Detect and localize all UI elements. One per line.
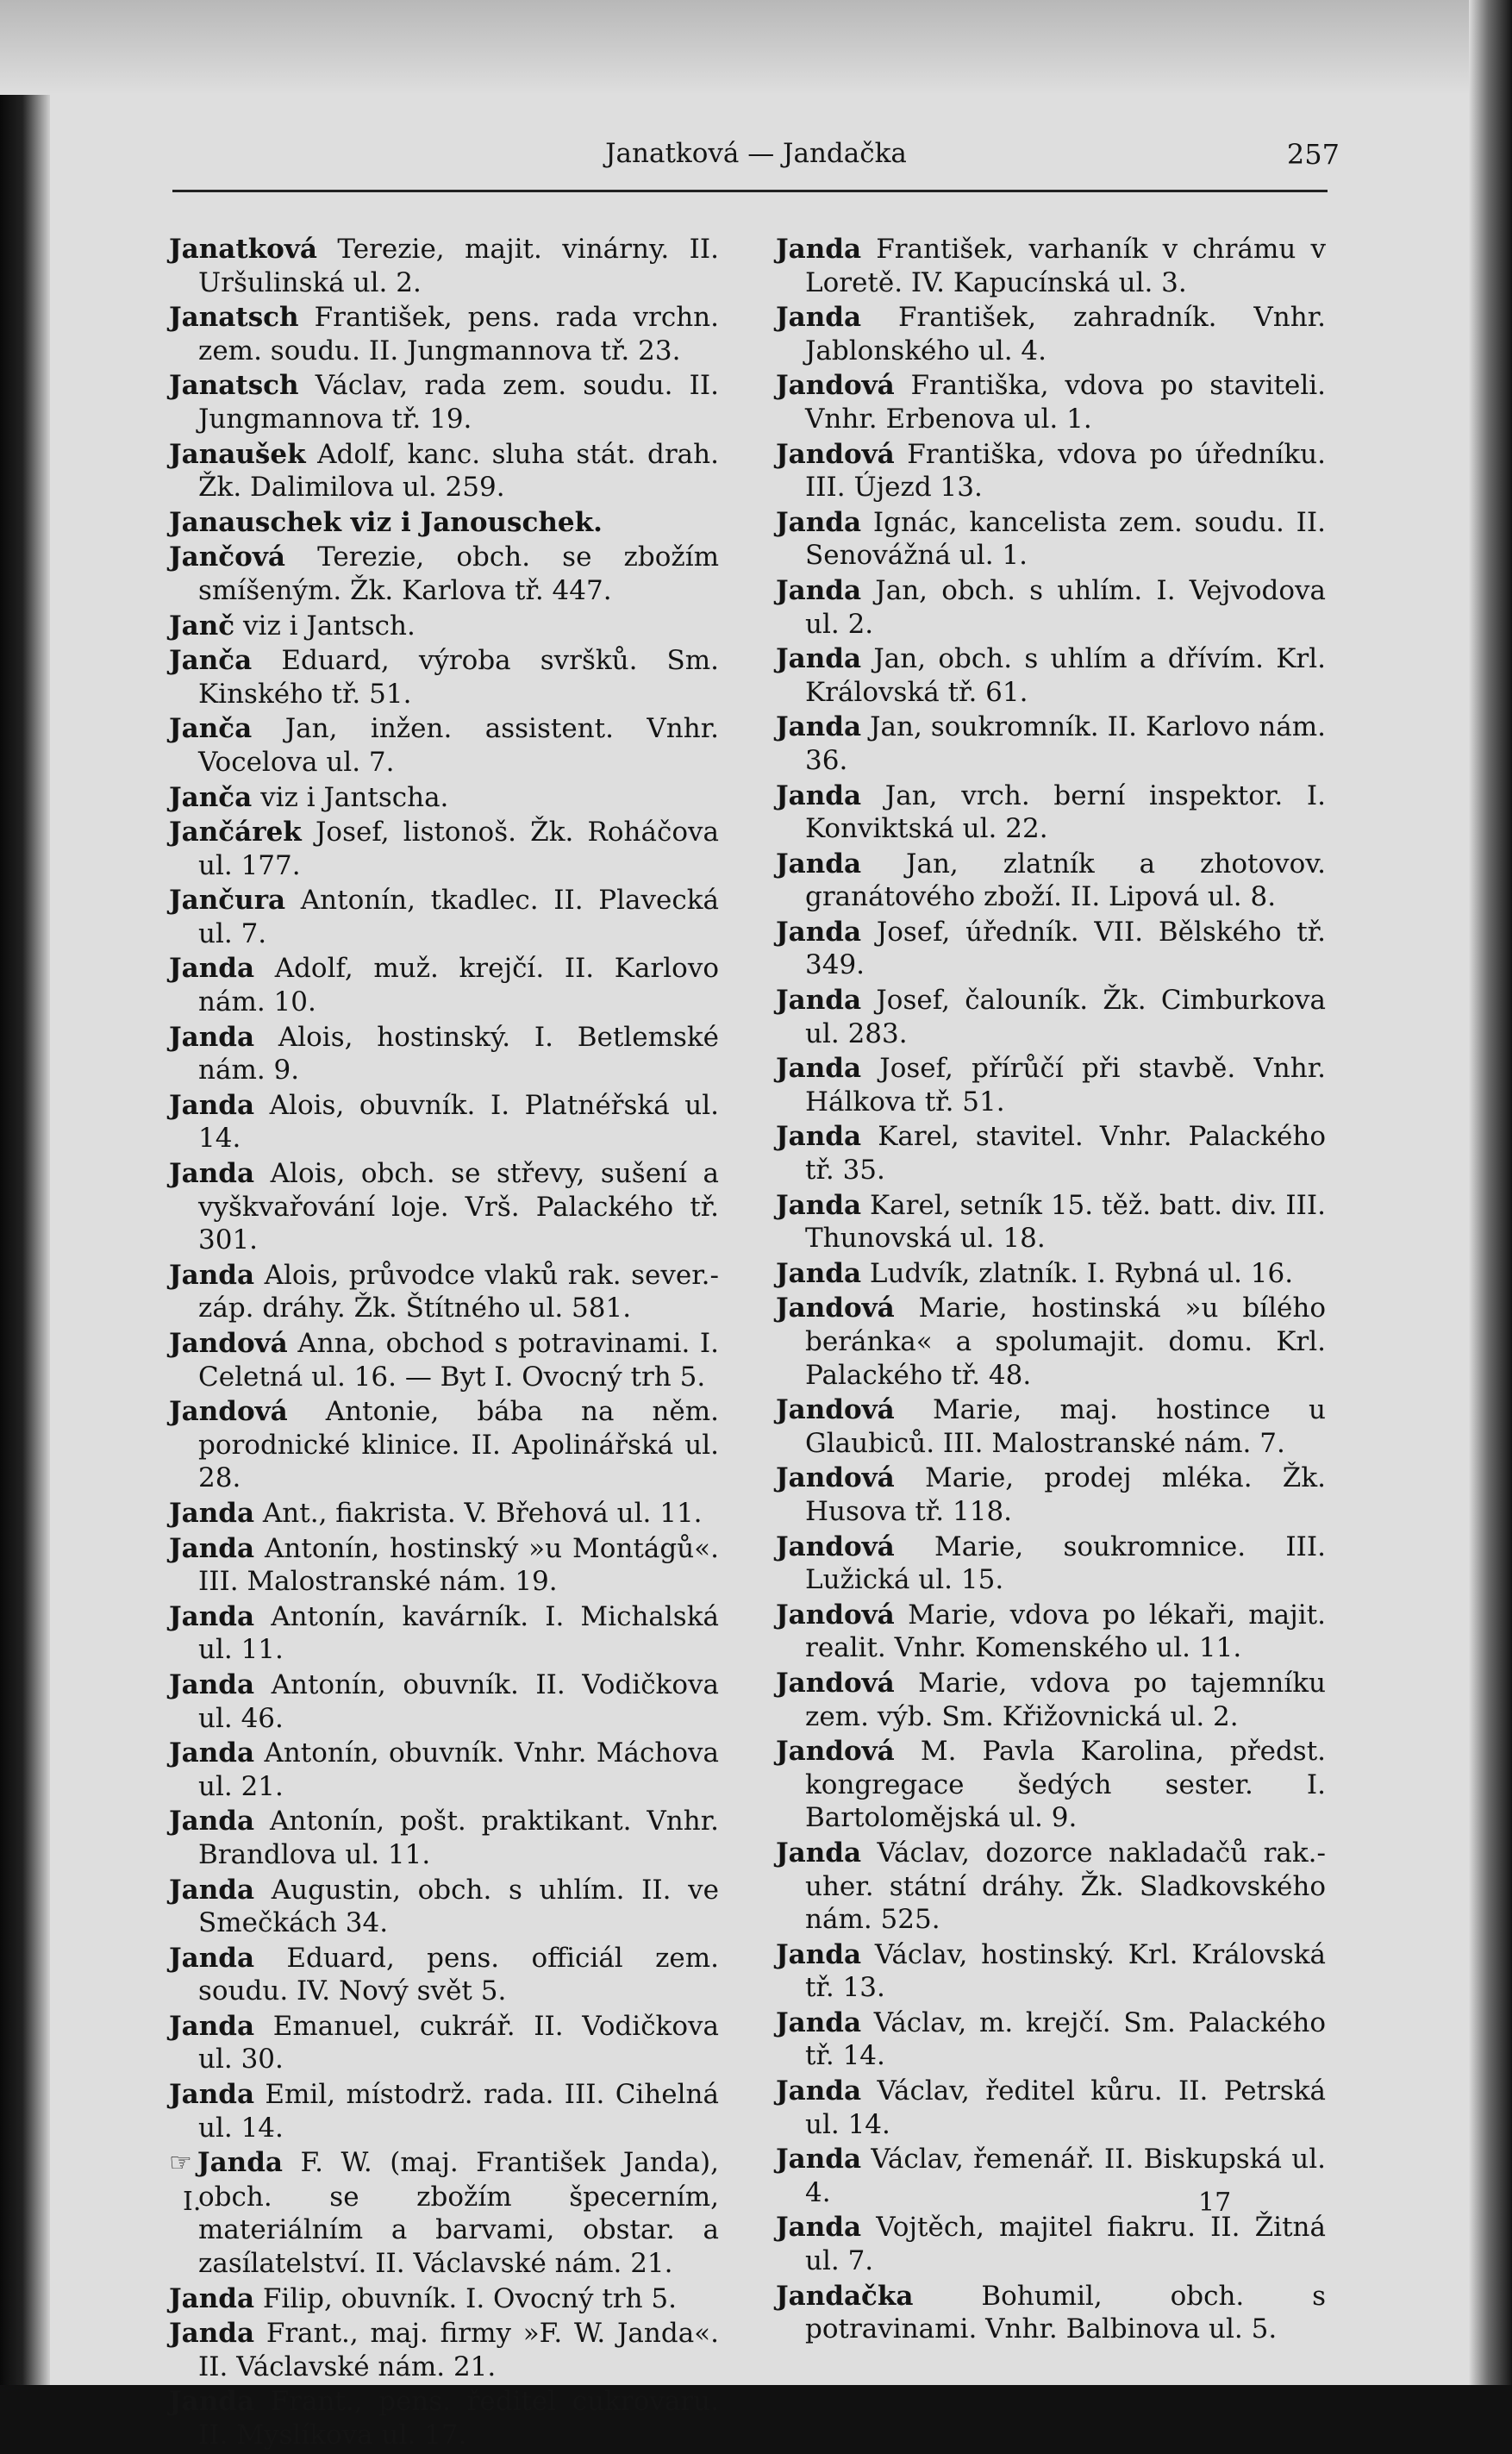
directory-entry — [169, 301, 719, 367]
entry-details: viz i Jantsch. — [243, 610, 415, 642]
entry-name: Janda — [776, 2212, 862, 2244]
entry-name: Janda — [169, 2282, 255, 2314]
entry-name: Janda — [776, 1837, 862, 1869]
entry-name: Janda — [169, 953, 255, 985]
entry-details: Ant., fiakrista. V. Břehová ul. 11. — [262, 1497, 703, 1529]
entry-name: Janda — [169, 1874, 255, 1906]
entry-name: Janda — [776, 2144, 862, 2175]
entry-name: Jandová — [776, 1736, 895, 1768]
directory-entry — [776, 1531, 1326, 1597]
entry-name: Jančárek — [169, 817, 302, 848]
entry-name: Janda — [776, 643, 862, 675]
entry-name: Janča — [169, 781, 253, 813]
entry-name: Jandová — [776, 1462, 895, 1494]
entry-details: Josef, přírůčí při stavbě. Vnhr. Hálkova tř. 51. — [805, 1053, 1326, 1117]
entry-details: Jan, inžen. assistent. Vnhr. Vocelova ul. 7. — [198, 713, 719, 778]
entry-details: Antonín, tkadlec. II. Plavecká ul. 7. — [198, 885, 719, 949]
entry-details: Antonín, obuvník. II. Vodičkova ul. 46. — [198, 1668, 720, 1734]
directory-entry — [776, 2211, 1326, 2277]
entry-name: Janda — [776, 302, 862, 334]
entry-details: Alois, obch. se střevy, sušení a vyškvařování loje. Vrš. Palackého tř. 301. — [198, 1158, 719, 1256]
entry-details: Adolf, muž. krejčí. II. Karlovo nám. 10. — [198, 953, 719, 1018]
directory-entry — [169, 644, 719, 711]
directory-entry — [169, 2010, 719, 2076]
entry-details: Terezie, majit. vinárny. II. Uršulinská ul. 2. — [198, 234, 719, 298]
entry-name: Jandová — [169, 1396, 288, 1428]
directory-entry — [776, 848, 1326, 914]
entry-name: Janda — [169, 1532, 255, 1564]
entry-name: Janda — [776, 779, 862, 811]
entry-details: Josef, listonoš. Žk. Roháčova ul. 177. — [198, 817, 719, 881]
directory-entry — [776, 2006, 1326, 2073]
entry-details: Marie, soukromnice. III. Lužická ul. 15. — [805, 1531, 1326, 1596]
entry-details: Václav, řemenář. II. Biskupská ul. 4. — [805, 2144, 1326, 2208]
directory-entry — [169, 2385, 719, 2451]
entry-name: Jančová — [169, 542, 285, 573]
entry-details: Marie, prodej mléka. Žk. Husova tř. 118. — [805, 1462, 1326, 1527]
entry-details: Jan, soukromník. II. Karlovo nám. 36. — [805, 711, 1326, 776]
entry-name: Jandová — [776, 370, 895, 402]
entry-details: Marie, vdova po lékaři, majit. realit. Vnhr. Komenského ul. 11. — [805, 1599, 1326, 1664]
entry-name: Janda — [776, 1121, 862, 1153]
entry-details: Jan, obch. s uhlím a dřívím. Krl. Královská tř. 61. — [805, 643, 1326, 708]
entry-name: Janda — [776, 2075, 862, 2107]
entry-details: Frant., pens. ředitel cukrovaru. II. Myslíkova ul. 17. — [198, 2386, 720, 2451]
directory-entry — [169, 1497, 719, 1531]
entry-details: Frant., maj. firmy »F. W. Janda«. II. Václavské nám. 21. — [198, 2318, 720, 2382]
entry-details: Alois, hostinský. I. Betlemské nám. 9. — [198, 1021, 719, 1086]
entry-details: Antonín, pošt. praktikant. Vnhr. Brandlova ul. 11. — [198, 1806, 719, 1870]
directory-entry — [169, 952, 719, 1018]
entry-name: Janda — [169, 1600, 255, 1632]
entry-name: Jandová — [776, 1293, 895, 1324]
directory-entry — [169, 781, 719, 815]
directory-entry — [169, 1737, 719, 1803]
entry-details: Bohumil, obch. s potravinami. Vnhr. Balbinova ul. 5. — [805, 2280, 1326, 2345]
entry-details: Václav, m. krejčí. Sm. Palackého tř. 14. — [805, 2006, 1326, 2072]
entry-name: Janda — [776, 234, 862, 265]
directory-entry — [169, 1668, 719, 1735]
entry-name: Janda — [169, 1158, 255, 1190]
entry-details: Alois, obuvník. I. Platnéřská ul. 14. — [198, 1089, 719, 1155]
entry-details: Alois, průvodce vlaků rak. sever.-záp. dráhy. Žk. Štítného ul. 581. — [198, 1259, 719, 1324]
signature-mark: I. — [183, 2187, 202, 2217]
directory-entry — [776, 369, 1326, 435]
entry-details: Ludvík, zlatník. I. Rybná ul. 16. — [869, 1257, 1294, 1289]
entry-name: Jandová — [169, 1328, 288, 1359]
entry-details: Filip, obuvník. I. Ovocný trh 5. — [262, 2282, 677, 2314]
entry-name: Janda — [169, 1668, 255, 1700]
entry-name: Jandová — [776, 1531, 895, 1562]
entry-name: Janda — [169, 1806, 255, 1837]
entry-name: Janda — [776, 2006, 862, 2038]
entry-details: Karel, stavitel. Vnhr. Palackého tř. 35. — [805, 1121, 1326, 1186]
directory-entry — [776, 2280, 1326, 2346]
directory-entry — [776, 1052, 1326, 1118]
right-column — [776, 233, 1326, 2348]
left-column — [169, 233, 719, 2454]
directory-entry — [776, 2075, 1326, 2141]
running-head: Janatková — Jandačka — [605, 138, 907, 169]
directory-entry — [169, 2146, 719, 2280]
entry-details: Karel, setník 15. těž. batt. div. III. Thunovská ul. 18. — [805, 1189, 1326, 1255]
entry-name: Janauschek viz i Janouschek. — [169, 506, 603, 538]
entry-name: Jančura — [169, 885, 286, 917]
entry-name: Janda — [169, 2386, 255, 2418]
entry-name: Janč — [169, 610, 235, 642]
entry-details: Eduard, výroba svršků. Sm. Kinského tř. 51. — [198, 645, 720, 710]
directory-entry — [169, 438, 719, 504]
entry-name: Janatsch — [169, 370, 299, 402]
directory-entry — [169, 506, 719, 540]
directory-entry — [169, 2282, 719, 2316]
entry-details: Josef, čalouník. Žk. Cimburkova ul. 283. — [805, 985, 1326, 1049]
entry-details: Vojtěch, majitel fiakru. II. Žitná ul. 7. — [805, 2212, 1327, 2277]
page-number: 257 — [1286, 138, 1340, 171]
directory-entry — [169, 1327, 719, 1393]
entry-details: Františka, vdova po úředníku. III. Újezd 13. — [805, 438, 1326, 504]
entry-details: Václav, dozorce nakladačů rak.-uher. státní dráhy. Žk. Sladkovského nám. 525. — [805, 1837, 1326, 1936]
entry-details: Jan, obch. s uhlím. I. Vejvodova ul. 2. — [805, 574, 1326, 640]
entry-details: Jan, zlatník a zhotovov. granátového zboží. II. Lipová ul. 8. — [805, 848, 1326, 913]
entry-details: Václav, rada zem. soudu. II. Jungmannova tř. 19. — [198, 370, 719, 435]
entry-name: Jandová — [776, 438, 895, 470]
entry-details: Antonín, hostinský »u Montágů«. III. Malostranské nám. 19. — [198, 1532, 719, 1598]
directory-entry — [169, 1874, 719, 1940]
entry-name: Janatsch — [169, 302, 299, 334]
directory-entry — [776, 1189, 1326, 1255]
entry-name: Janda — [776, 1189, 862, 1221]
entry-name: Janda — [169, 2079, 255, 2111]
entry-name: Janda — [776, 985, 862, 1017]
directory-entry — [776, 1292, 1326, 1392]
entry-name: Janda — [776, 711, 862, 743]
directory-entry — [776, 1257, 1326, 1291]
entry-details: Antonín, kavárník. I. Michalská ul. 11. — [198, 1600, 719, 1666]
entry-details: Josef, úředník. VII. Bělského tř. 349. — [805, 916, 1326, 981]
directory-entry — [776, 916, 1326, 982]
directory-entry — [776, 1393, 1326, 1460]
entry-name: Jandová — [776, 1667, 895, 1699]
entry-name: Janaušek — [169, 438, 306, 470]
entry-name: Janda — [776, 916, 862, 948]
entry-details: M. Pavla Karolina, předst. kongregace šedých sester. I. Bartolomějská ul. 9. — [805, 1736, 1327, 1834]
sheet-number: 17 — [1198, 2188, 1232, 2218]
entry-details: Adolf, kanc. sluha stát. drah. Žk. Dalimilova ul. 259. — [198, 438, 719, 504]
directory-entry — [776, 438, 1326, 504]
directory-entry — [169, 1259, 719, 1325]
entry-details: František, varhaník v chrámu v Loretě. IV. Kapucínská ul. 3. — [805, 234, 1327, 298]
entry-details: Terezie, obch. se zbožím smíšeným. Žk. Karlova tř. 447. — [198, 542, 720, 606]
entry-name: Jandová — [776, 1394, 895, 1426]
directory-entry — [776, 574, 1326, 641]
entry-details: viz i Jantscha. — [260, 781, 449, 813]
entry-name: Janda — [169, 1942, 255, 1974]
directory-entry — [169, 233, 719, 299]
directory-entry — [169, 369, 719, 435]
entry-details: Marie, vdova po tajemníku zem. výb. Sm. Křižovnická ul. 2. — [805, 1667, 1327, 1732]
entry-details: F. W. (maj. František Janda), obch. se zbožím špecerním, materiálním a barvami, obstar. a zasílatelství. II. Václavské nám. 21. — [198, 2147, 719, 2280]
directory-entry — [776, 1599, 1326, 1665]
entry-name: Janda — [169, 2010, 255, 2042]
entry-name: Janda — [776, 848, 862, 880]
header-rule — [172, 190, 1328, 192]
entry-name: Janda — [776, 1053, 862, 1085]
entry-name: Janda — [776, 574, 862, 606]
entry-name: Janda — [169, 1737, 255, 1769]
entry-details: Antonín, obuvník. Vnhr. Máchova ul. 21. — [198, 1737, 719, 1802]
directory-entry — [776, 642, 1326, 709]
entry-details: Antonie, bába na něm. porodnické klinice. II. Apolinářská ul. 28. — [198, 1396, 719, 1494]
directory-entry — [776, 506, 1326, 573]
entry-details: Jan, vrch. berní inspektor. I. Konviktská ul. 22. — [805, 779, 1326, 845]
entry-name: Janča — [169, 713, 253, 745]
directory-entry — [776, 984, 1326, 1050]
entry-name: Janda — [169, 1259, 255, 1291]
directory-entry — [169, 1395, 719, 1495]
directory-entry — [169, 1805, 719, 1871]
entry-details: Františka, vdova po staviteli. Vnhr. Erbenova ul. 1. — [805, 370, 1326, 435]
entry-details: Václav, ředitel kůru. II. Petrská ul. 14. — [805, 2075, 1326, 2140]
directory-entry — [776, 1667, 1326, 1733]
entry-name: Janda — [776, 506, 862, 538]
directory-entry — [169, 1157, 719, 1257]
entry-name: Janda — [169, 1497, 255, 1529]
entry-name: Janda — [169, 1021, 255, 1053]
directory-entry — [776, 1938, 1326, 2005]
directory-entry — [776, 1462, 1326, 1528]
directory-entry — [776, 301, 1326, 367]
directory-entry — [169, 610, 719, 643]
directory-entry — [169, 884, 719, 950]
entry-details: František, pens. rada vrchn. zem. soudu. II. Jungmannova tř. 23. — [198, 302, 719, 366]
entry-name: Janda — [169, 2318, 255, 2350]
directory-entry — [776, 711, 1326, 777]
directory-entry — [169, 1021, 719, 1087]
entry-name: Jandová — [776, 1599, 895, 1631]
directory-entry — [169, 1089, 719, 1155]
entry-details: Marie, maj. hostince u Glaubiců. III. Malostranské nám. 7. — [805, 1394, 1326, 1459]
entry-name: Janča — [169, 645, 253, 677]
directory-entry — [169, 1600, 719, 1667]
scan-shading — [0, 0, 1512, 95]
directory-entry — [776, 2143, 1326, 2209]
entry-details: Anna, obchod s potravinami. I. Celetná ul. 16. — Byt I. Ovocný trh 5. — [198, 1328, 719, 1393]
entry-name: Janatková — [169, 234, 317, 265]
entry-details: Eduard, pens. officiál zem. soudu. IV. Nový svět 5. — [198, 1942, 719, 2007]
entry-details: Marie, hostinská »u bílého beránka« a spolumajit. domu. Krl. Palackého tř. 48. — [805, 1293, 1326, 1391]
directory-entry — [776, 1837, 1326, 1937]
directory-entry — [169, 816, 719, 882]
directory-entry — [169, 2078, 719, 2144]
directory-entry — [169, 1942, 719, 2008]
entry-name: Janda — [776, 1938, 862, 1970]
directory-entry — [169, 1532, 719, 1599]
entry-details: Augustin, obch. s uhlím. II. ve Smečkách 34. — [198, 1874, 720, 1939]
directory-entry — [169, 2317, 719, 2383]
directory-entry — [776, 1120, 1326, 1186]
entry-details: Ignác, kancelista zem. soudu. II. Senovážná ul. 1. — [805, 506, 1327, 572]
directory-entry — [776, 1735, 1326, 1835]
directory-entry — [169, 712, 719, 779]
directory-entry — [776, 233, 1326, 299]
entry-name: Jandačka — [776, 2280, 914, 2312]
entry-details: Emanuel, cukrář. II. Vodičkova ul. 30. — [198, 2010, 719, 2075]
entry-name: Janda — [776, 1257, 862, 1289]
pointing-hand-icon: ☞ — [169, 2148, 192, 2179]
entry-details: František, zahradník. Vnhr. Jablonského ul. 4. — [805, 302, 1326, 366]
entry-details: Emil, místodrž. rada. III. Cihelná ul. 14. — [198, 2079, 719, 2144]
entry-name: Janda — [169, 1089, 255, 1121]
directory-entry — [169, 541, 719, 607]
directory-entry — [776, 779, 1326, 846]
entry-details: Václav, hostinský. Krl. Královská tř. 13. — [805, 1938, 1326, 2004]
entry-name: Janda — [197, 2147, 283, 2179]
